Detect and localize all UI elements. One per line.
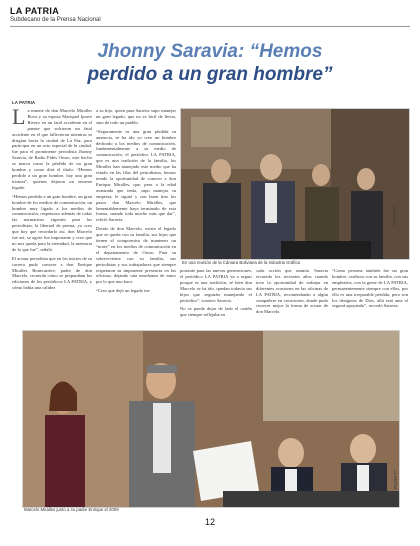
article-column-4 <box>256 268 328 328</box>
headline-line-1: Jhonny Saravia: “Hemos <box>97 41 323 62</box>
paragraph: portante para las nuevas generaciones, el periódico LA PATRIA va a seguir porque es una tradición, sé bien don Marcelo se ha ido, quedan todavía sus hijos que seguirán manejando el periódico”, sostuvo Saravia. <box>180 268 252 303</box>
masthead-divider <box>10 26 410 27</box>
photo-1-caption: En una reunión de la Cámara Boliviana de la Industria Gráfica <box>182 260 300 265</box>
photo-2-credit: LA PATRIA <box>393 470 398 490</box>
paragraph: El actuar periodista que en los inicios de su carrera pudo conocer a don Enrique Miralles Bonecarrère, padre de don Marcelo, recuerda cómo se preparaban las ediciones de los periódicos LA PATRIA, y cómo había una calidez <box>12 255 92 291</box>
page-number: 12 <box>204 517 215 527</box>
photo-2-caption: Marcelo Miralles junto a su padre Enrique el 2009 <box>24 507 119 512</box>
article-column-1 <box>12 108 92 322</box>
paragraph: “Como persona también fue un gran hombre, cariñoso con su familia, con sus empleados, con la gente de LA PATRIA, permanentemente siempre con ellos, por ello es una irreparable pérdida, pero son los designios de Dios, allá está ante el seguirá apoyando”, recordó Saravia. <box>332 268 408 309</box>
photo-1-credit: LA PATRIA <box>392 206 397 226</box>
drop-cap: L <box>12 108 26 129</box>
meeting-photo-image <box>181 109 409 259</box>
article-column-5 <box>332 268 408 328</box>
article-column-3 <box>180 268 252 328</box>
paragraph: “Hemos perdido a un gran hombre, un gran hombre de los medios de comunicación, un hombre muy ligado a los medios de comunicación, respetuoso además de todas las normativas vigentes para los periodistas, la libertad de prensa, yo creo que hoy que recordarlo así, don Marcelo fue así, se agotó fue importante y creo que no nos queda para la eternidad, la memoria de lo que fue”, señaló. <box>12 193 92 252</box>
masthead-title: LA PATRIA <box>10 6 60 16</box>
article-column-2 <box>96 108 176 322</box>
photo-meeting <box>180 108 410 260</box>
paragraph: cada acción que asumía. Saravia recuerda los recientes años cuando tuvo la oportunidad de trabajar en diferentes ocasiones en las oficinas de LA PATRIA, recomendando a algún compañero en vacaciones, donde pudo conocer mejor la forma de actuar de don Marcelo. <box>256 268 328 315</box>
paragraph: No se puede dejar de lado el cariño que siempre reflejaba en <box>180 306 252 318</box>
paragraph-text: a muerte de don Marcelo Miralles Bova y su esposa Mariquel Iporre Rivero en un fatal accidente en el puente que sufrieron un fatal accidente en el que fallecieron mientras se dirigían hacia la ciudad de La Paz, para participar en un acto especial de la ciudad, fue para el prominente periodista Jhonny Saravia, de Radio Fides Oruro, este hecho se marca como la pérdida de un gran hombre y como dirá el título: “Hemos perdido a un gran hombre, hay una gran tristeza”, quienes dejaron un enorme legado. <box>12 108 92 190</box>
headline-line-2: perdido a un gran hombre” <box>87 64 333 85</box>
paragraph: Detrás de don Marcelo, existe el legado que se queda con su familia, sus hijos que tienen el compromiso de mantener un “norte” en los medios de comunicación en el departamento de Oruro. Para su sobreviviente con su familia, sus periodistas y sus trabajadores que siempre respetaron su imponente presencia en las oficinas, dejando una enseñanza de amor por lo que uno hace. <box>96 226 176 285</box>
masthead-subtitle: Subdecano de la Prensa Nacional <box>10 17 101 23</box>
section-tag: LA PATRIA <box>12 100 36 105</box>
paragraph <box>12 108 92 191</box>
paragraph: a su hijo, quien para Saravia supo manejar un gran legado, que no es fácil de llevar, sino de todo un pueblo. <box>96 108 176 125</box>
father-son-photo-image <box>23 331 399 507</box>
article-headline <box>12 40 408 86</box>
paragraph: “Seguramente es una gran pérdida su ausencia, se ha ido yo creo un hombre dedicado a los medios de comunicación, fundamentalmente a su medio de comunicación, el periódico LA PATRIA, que es una tradición de la familia, los Miralles han manejado este medio que ha estado en las filas del periodismo, hemos tenido la oportunidad de conocer a don Enrique Miralles, que, pese a la edad avanzada que tenía, supo manejar su empresa, le siguió y con buen tino los pasos don Marcelo Miralles, que lamentablemente haya terminado de esta forma, cuando toda mucho más que dar”, refirió Saravia. <box>96 128 176 223</box>
paragraph: “Creo que dejó un legado im- <box>96 288 151 294</box>
photo-father-son <box>22 330 400 508</box>
